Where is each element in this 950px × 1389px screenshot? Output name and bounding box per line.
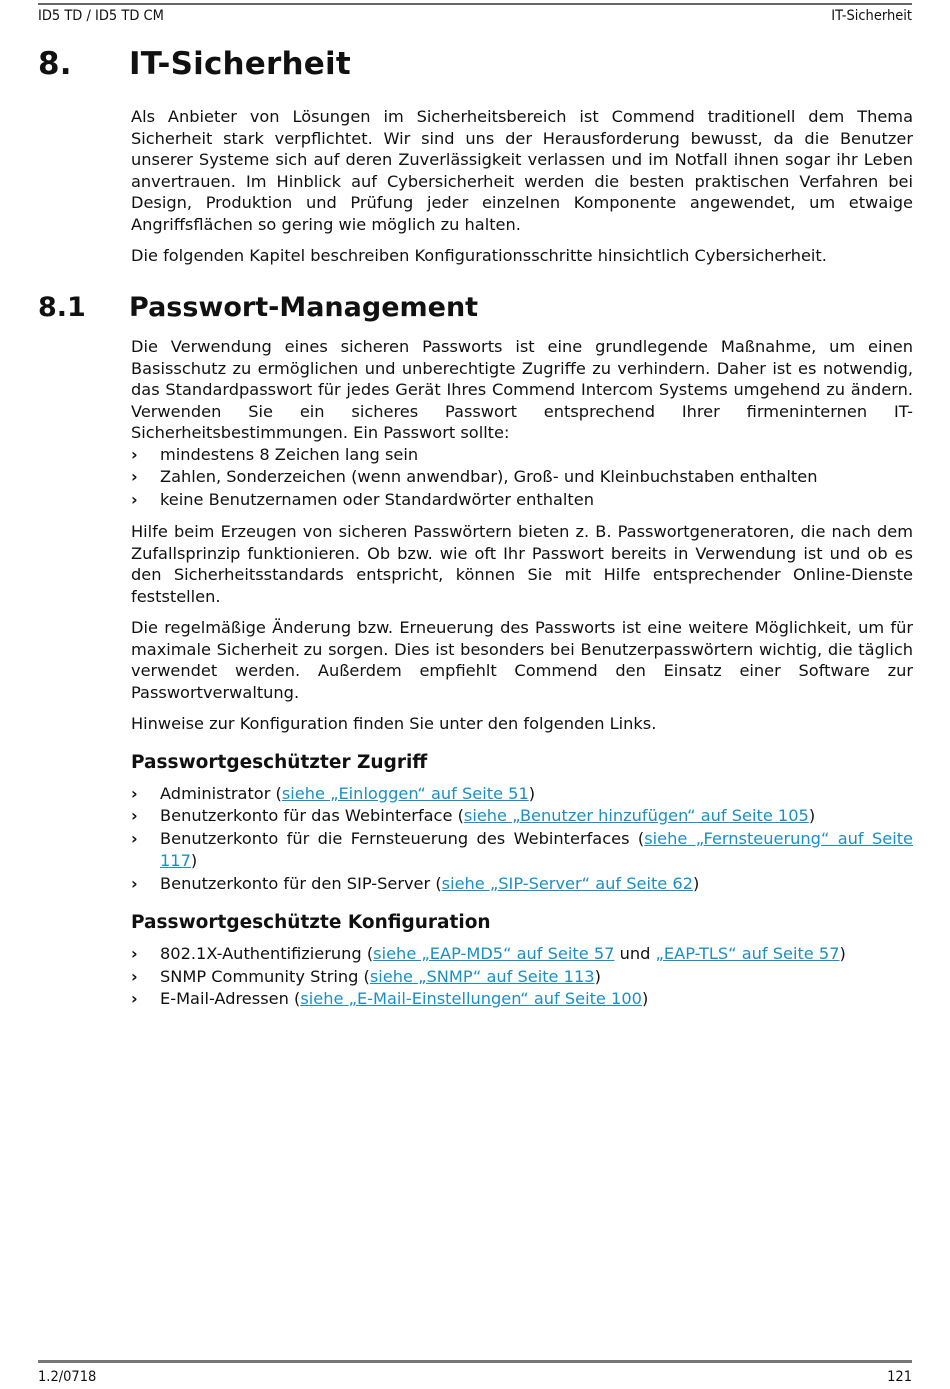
list-item: › Administrator (siehe „Einloggen“ auf Seite 51) [131, 783, 913, 806]
list-item: › 802.1X-Authentifizierung (siehe „EAP-MD5“ auf Seite 57 und „EAP-TLS“ auf Seite 57) [131, 943, 913, 966]
chapter-number: 8. [38, 46, 72, 82]
section-intro: Die Verwendung eines sicheren Passworts ist eine grundlegende Maßnahme, um einen Basisschutz zu ermöglichen und unberechtigte Zugriffe zu verhindern. Daher ist es notwendig, das Standardpasswort für jedes Gerät Ihres Commend Intercom Systems umgehend zu ändern. Verwenden Sie ein sicheres Passwort entsprechend Ihrer firmeninternen IT-Sicherheitsbestimmungen. Ein Passwort sollte: [131, 337, 913, 442]
chevron-right-icon: › [131, 828, 138, 848]
section-title: Passwort-Management [129, 292, 479, 323]
link-einloggen[interactable]: siehe „Einloggen“ auf Seite 51 [281, 783, 529, 803]
link-snmp[interactable]: siehe „SNMP“ auf Seite 113 [369, 966, 595, 986]
section-heading [38, 292, 478, 323]
subheading-configuration: Passwortgeschützte Konfiguration [131, 912, 491, 933]
link-eap-md5[interactable]: siehe „EAP-MD5“ auf Seite 57 [373, 944, 615, 963]
link-sip-server[interactable]: siehe „SIP-Server“ auf Seite 62 [441, 873, 693, 893]
link-eap-tls[interactable]: „EAP-TLS“ auf Seite 57 [655, 944, 840, 963]
chapter-paragraph: Als Anbieter von Lösungen im Sicherheitsbereich ist Commend traditionell dem Thema Sicherheit stark verpflichtet. Wir sind uns der Herausforderung bewusst, da die Benutzer unserer Systeme sich auf deren Zuverlässigkeit verlassen und im Notfall ihnen sogar ihr Leben anvertrauen. Im Hinblick auf Cybersicherheit werden die besten praktischen Verfahren bei Design, Produktion und Prüfung jeder einzelnen Komponente angewendet, um etwaige Angriffsflächen so gering wie möglich zu halten. [131, 107, 913, 234]
page-header [38, 8, 912, 30]
chapter-title: IT-Sicherheit [129, 46, 351, 82]
list-item: › Benutzerkonto für das Webinterface (siehe „Benutzer hinzufügen“ auf Seite 105) [131, 805, 913, 828]
chapter-paragraph: Die folgenden Kapitel beschreiben Konfigurationsschritte hinsichtlich Cybersicherheit. [131, 246, 827, 265]
chevron-right-icon: › [131, 444, 138, 464]
chevron-right-icon: › [131, 467, 138, 486]
section-paragraph: Die regelmäßige Änderung bzw. Erneuerung des Passworts ist eine weitere Möglichkeit, um für maximale Sicherheit zu sorgen. Dies ist besonders bei Benutzerpasswörtern wichtig, die täglich verwendet werden. Außerdem empfiehlt Commend den Einsatz einer Software zur Passwortverwaltung. [131, 618, 913, 702]
header-chapter-title: IT-Sicherheit [831, 8, 912, 24]
section-number: 8.1 [38, 292, 86, 323]
header-doc-title: ID5 TD / ID5 TD CM [38, 8, 164, 24]
list-item: › SNMP Community String (siehe „SNMP“ auf Seite 113) [131, 966, 913, 989]
list-item: › Benutzerkonto für die Fernsteuerung des Webinterfaces (siehe „Fernsteuerung“ auf Seite 117) [131, 828, 914, 870]
chevron-right-icon: › [131, 783, 138, 803]
page-footer [38, 1369, 912, 1389]
section-paragraph: Hilfe beim Erzeugen von sicheren Passwörtern bieten z. B. Passwortgeneratoren, die nach dem Zufallsprinzip funktionieren. Ob bzw. wie oft Ihr Passwort bereits in Verwendung ist und ob es den Sicherheitsstandards entspricht, können Sie mit Hilfe entsprechender Online-Dienste feststellen. [131, 522, 913, 606]
chevron-right-icon: › [131, 489, 138, 509]
link-email-einstellungen[interactable]: siehe „E-Mail-Einstellungen“ auf Seite 100 [300, 989, 642, 1008]
chevron-right-icon: › [131, 989, 138, 1008]
list-item: › Zahlen, Sonderzeichen (wenn anwendbar), Groß- und Kleinbuchstaben enthalten [131, 466, 913, 489]
chapter-heading [38, 46, 351, 82]
password-rules-list [131, 444, 913, 512]
list-item: › E-Mail-Adressen (siehe „E-Mail-Einstellungen“ auf Seite 100) [131, 988, 913, 1011]
list-item: › mindestens 8 Zeichen lang sein [131, 444, 913, 467]
configuration-links-list [131, 943, 913, 1011]
link-benutzer-hinzufuegen[interactable]: siehe „Benutzer hinzufügen“ auf Seite 105 [463, 806, 809, 825]
chevron-right-icon: › [131, 806, 138, 825]
access-links-list [131, 783, 913, 896]
page-number: 121 [887, 1369, 912, 1385]
section-paragraph: Hinweise zur Konfiguration finden Sie unter den folgenden Links. [131, 714, 657, 733]
subheading-access: Passwortgeschützter Zugriff [131, 751, 428, 773]
link-fernsteuerung[interactable]: siehe „Fernsteuerung“ auf Seite 117 [160, 828, 914, 870]
header-top-rule [38, 3, 912, 5]
section-body [131, 336, 913, 1011]
chevron-right-icon: › [131, 944, 138, 963]
chevron-right-icon: › [131, 873, 138, 893]
list-item: › Benutzerkonto für den SIP-Server (siehe „SIP-Server“ auf Seite 62) [131, 873, 913, 896]
chevron-right-icon: › [131, 966, 138, 986]
chapter-body [131, 106, 913, 267]
footer-version: 1.2/0718 [38, 1369, 97, 1385]
footer-rule [38, 1360, 912, 1363]
list-item: › keine Benutzernamen oder Standardwörter enthalten [131, 489, 913, 512]
